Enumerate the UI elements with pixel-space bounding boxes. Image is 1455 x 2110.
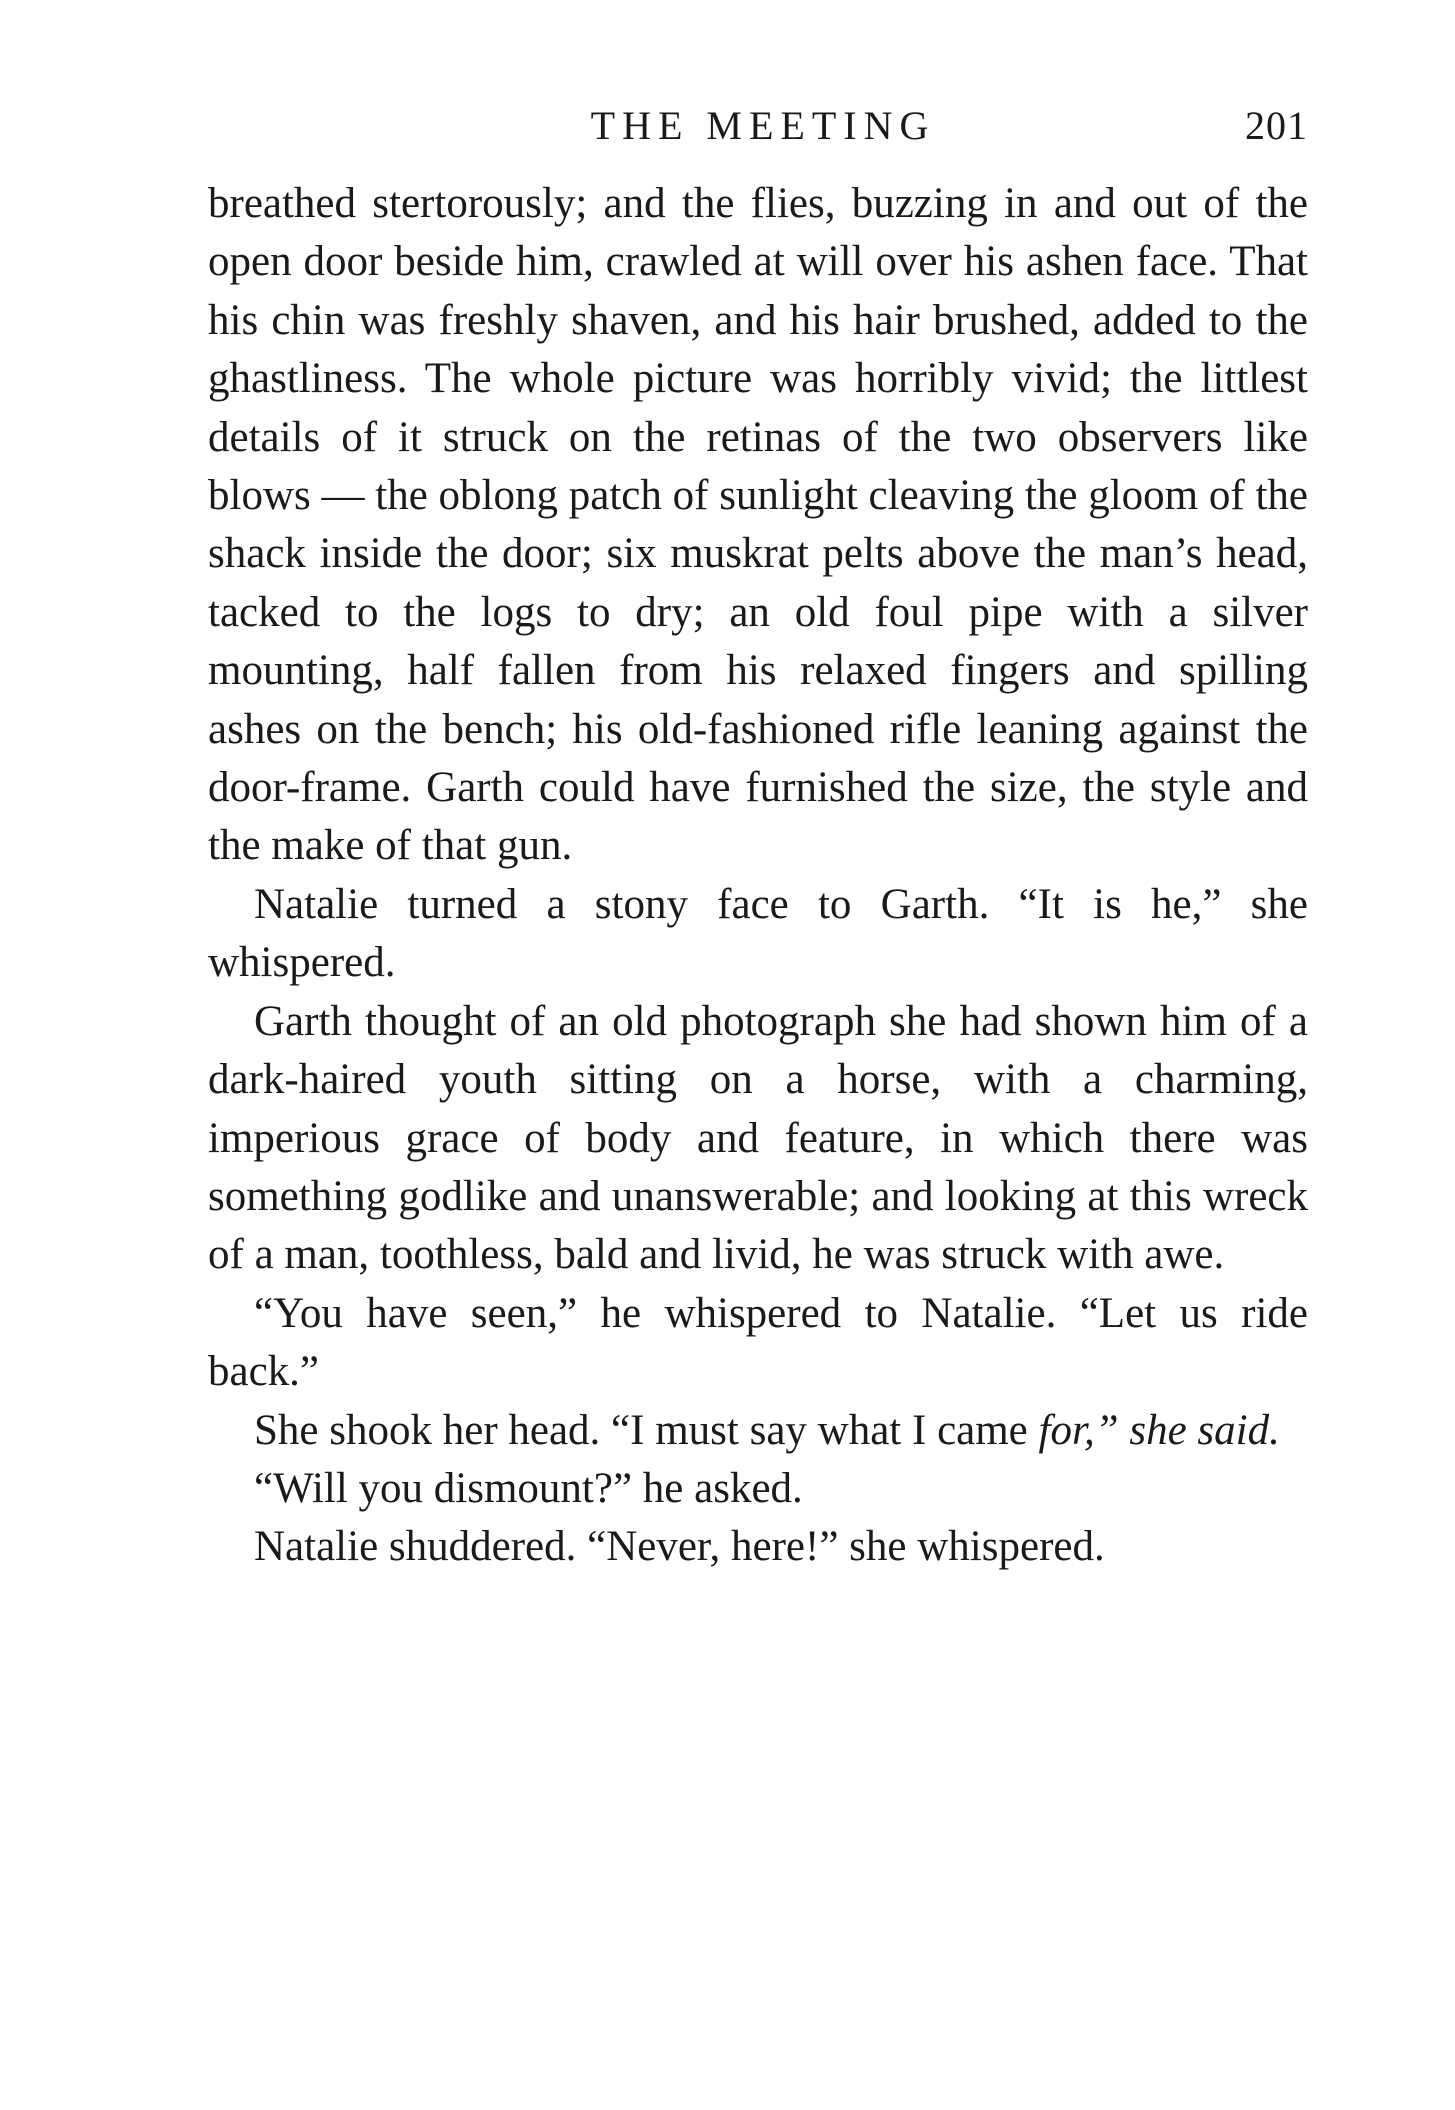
paragraph-text: She shook her head. “I must say what I came [254, 1406, 1039, 1454]
paragraph: Natalie turned a stony face to Garth. “It is he,” she whispered. [208, 880, 1308, 987]
italic-text: for,” she said. [1038, 1406, 1280, 1454]
running-head [208, 96, 1308, 156]
page-number: 201 [1245, 103, 1308, 148]
paragraph-continuation: breathed stertorously; and the flies, buzzing in and out of the open door beside him, crawled at will over his ashen face. That his chin was freshly shaven, and his hair brushed, added to the ghastliness. The whole picture was horribly vivid; the littlest details of it struck on the retinas of the two observers like blows — the oblong patch of sunlight cleaving the gloom of the shack inside the door; six muskrat pelts above the man’s head, tacked to the logs to dry; an old foul pipe with a silver mounting, half fallen from his relaxed fingers and spilling ashes on the bench; his old-fashioned rifle leaning against the door-frame. Garth could have furnished the size, the style and the make of that gun. [208, 180, 1308, 870]
paragraph: Garth thought of an old photograph she had shown him of a dark-haired youth sitting on a horse, with a charming, imperious grace of body and feature, in which there was something godlike and unanswerable; and looking at this wreck of a man, toothless, bald and livid, he was struck with awe. [208, 997, 1308, 1279]
paragraph: “You have seen,” he whispered to Natalie. “Let us ride back.” [208, 1289, 1308, 1396]
paragraph [208, 1402, 1308, 1460]
running-title: THE MEETING [590, 103, 936, 148]
paragraph: “Will you dismount?” he asked. [254, 1464, 803, 1512]
body-text [208, 175, 1308, 1577]
paragraph: Natalie shuddered. “Never, here!” she whispered. [254, 1523, 1105, 1571]
